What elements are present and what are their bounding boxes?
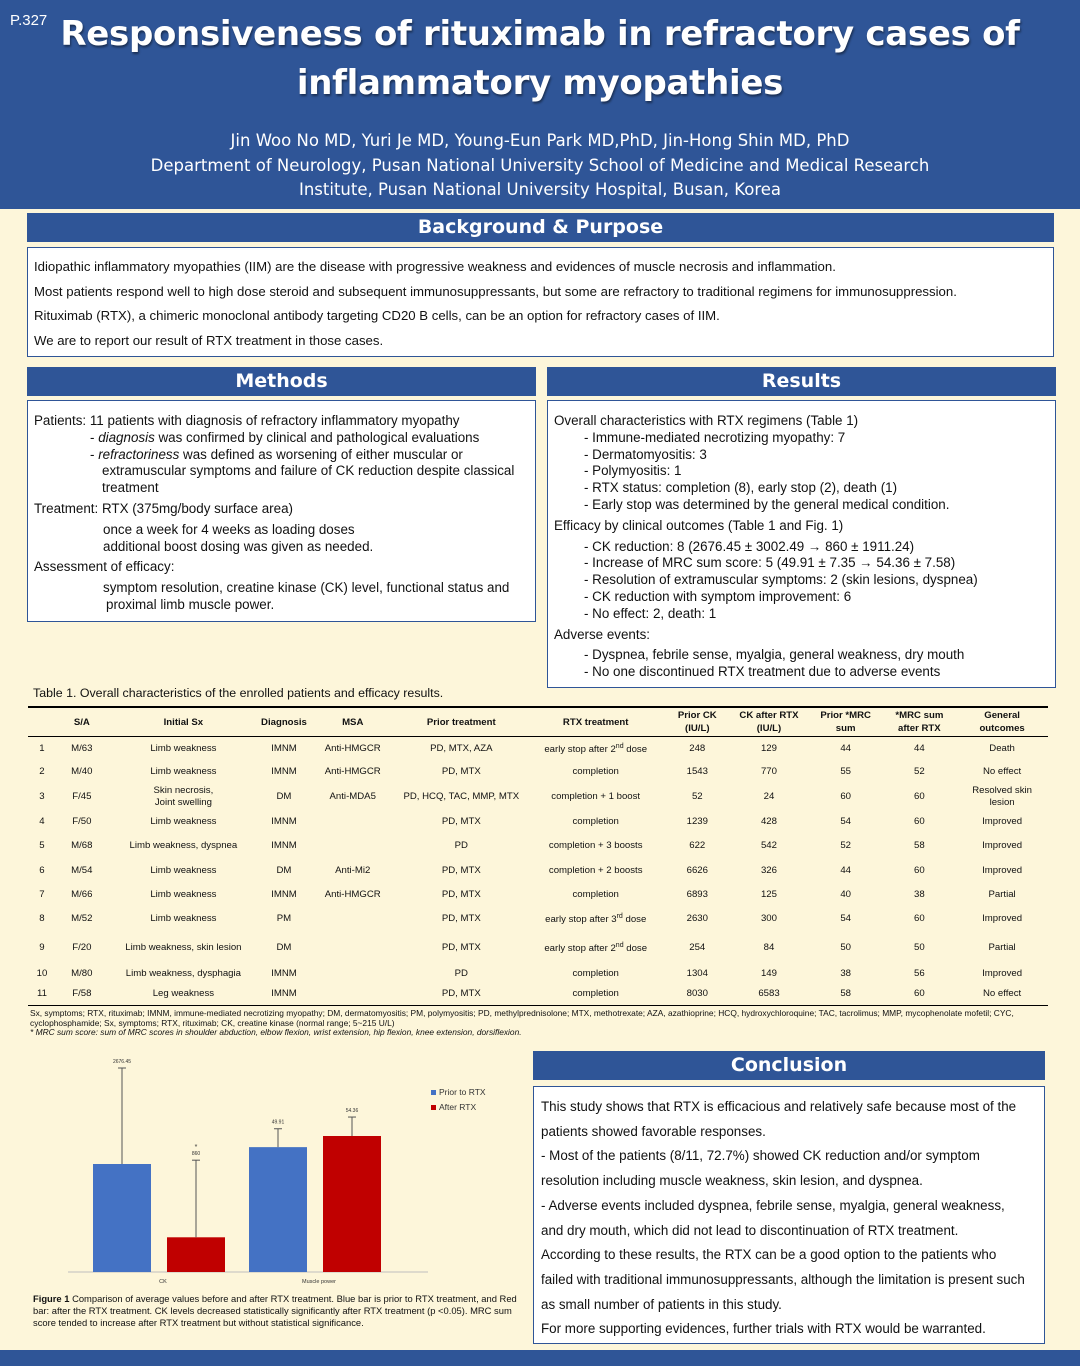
table-cell-ck-prior: 8030 [665, 983, 729, 1006]
table-row [28, 783, 1048, 811]
results-item: - Dyspnea, febrile sense, myalgia, general weakness, dry mouth [584, 647, 965, 663]
background-line: Idiopathic inflammatory myopathies (IIM) are the disease with progressive weakness and evidences of muscle necrosis and inflammation. [34, 259, 836, 274]
table-cell-ck-after: 149 [760, 968, 777, 979]
table-cell-sx: Limb weakness, dysphagia [125, 968, 241, 979]
table-cell-num: 5 [39, 839, 45, 851]
table-cell-rtx: completion [572, 765, 619, 777]
results-adverse: Adverse events: [554, 626, 651, 642]
table-cell-sx: Limb weakness, skin lesion [125, 942, 242, 953]
table-cell-mrc-prior: 38 [840, 968, 851, 979]
table-cell-dx: PM [276, 912, 292, 924]
table-cell-sx: Limb weakness, dyspnea [129, 839, 238, 851]
column-header [28, 707, 56, 737]
table-row [28, 833, 1048, 859]
table-cell-ck-after: 300 [760, 912, 777, 924]
table-row [28, 859, 1048, 883]
table-cell-sx: Leg weakness [108, 983, 259, 1006]
abbreviation-list: Sx, symptoms; RTX, rituximab; IMNM, immune-mediated necrotizing myopathy; DM, dermatomyositis; PM, polymyositis; PD, methylprednisolone; MTX, methotrexate; AZA, azathioprine; HCQ, hydroxychloroquine; TAC, tacrolimus; MMP, mycophenolate mofetil; CYC, cyclophosphamide; Sx, symptoms; RTX, rituximab; CK, creatine kinase (normal range; 5~215 U/L) [30, 1008, 1014, 1028]
poster-number: P.327 [10, 12, 48, 29]
affiliation-line: Institute, Pusan National University Hospital, Busan, Korea [298, 180, 782, 199]
table-cell-ck-prior: 254 [689, 942, 706, 953]
background-line: Rituximab (RTX), a chimeric monoclonal antibody targeting CD20 B cells, can be an option for refractory cases of IIM. [34, 308, 720, 324]
table-cell-msa: Anti-HMGCR [324, 888, 381, 900]
table-cell-sx: Skin necrosis, Joint swelling [153, 784, 214, 808]
methods-treatment: Treatment: RTX (375mg/body surface area) [34, 500, 293, 516]
table-cell-ck-prior: 2630 [686, 912, 708, 924]
data-label: 860 [191, 1151, 201, 1158]
results-efficacy: Efficacy by clinical outcomes (Table 1 and Fig. 1) [554, 517, 844, 533]
table-cell-sa: M/68 [71, 839, 93, 851]
table-cell-sa: F/50 [72, 815, 92, 827]
chart-bar [249, 1147, 307, 1272]
category-label: Muscle power [302, 1279, 336, 1285]
chart-bar [93, 1164, 151, 1272]
methods-diagnosis: - diagnosis was confirmed by clinical and pathological evaluations [90, 429, 480, 445]
column-header: MSA [309, 707, 397, 737]
patient-table [28, 706, 1048, 1006]
table-cell-mrc-prior: 58 [809, 983, 883, 1006]
table-cell-outcome: Partial [988, 942, 1016, 953]
table-cell-outcome: No effect [956, 983, 1048, 1006]
table-cell-sx: Limb weakness [150, 864, 217, 876]
table-cell-num: 10 [36, 968, 48, 979]
column-header: S/A [56, 707, 108, 737]
table-cell-ck-prior: 1239 [686, 815, 708, 827]
table-cell-mrc-prior: 52 [840, 839, 851, 851]
table-cell-msa [309, 833, 397, 859]
table-cell-prior: PD, MTX [441, 888, 481, 900]
data-label: 49.91 [271, 1119, 285, 1126]
affiliation-line: Department of Neurology, Pusan National University School of Medicine and Medical Research [150, 155, 930, 175]
table-cell-outcome: Partial [988, 888, 1016, 900]
table-cell-outcome: No effect [982, 765, 1022, 777]
table-cell-ck-after: 770 [760, 765, 777, 777]
table-cell-outcome: Improved [982, 968, 1023, 979]
table-header-row [28, 707, 1048, 737]
table-cell-prior: PD, MTX, AZA [430, 742, 493, 754]
conclusion-line: resolution including muscle weakness, skin lesion, and dyspnea. [541, 1173, 923, 1189]
table-row [28, 811, 1048, 833]
author-list: Jin Woo No MD, Yuri Je MD, Young-Eun Park MD,PhD, Jin-Hong Shin MD, PhD [230, 131, 850, 150]
table-cell-dx: IMNM [271, 888, 297, 900]
conclusion-line: For more supporting evidences, further trials with RTX would be warranted. [541, 1321, 986, 1337]
results-item: - Increase of MRC sum score: 5 (49.91 ± 7.35 → 54.36 ± 7.58) [584, 555, 956, 571]
conclusion-heading: Conclusion [533, 1051, 1045, 1080]
table-caption: Table 1. Overall characteristics of the enrolled patients and efficacy results. [33, 686, 444, 700]
table-cell-num: 9 [39, 942, 45, 953]
table-cell-mrc-after: 50 [914, 942, 925, 953]
conclusion-line: - Most of the patients (8/11, 72.7%) showed CK reduction and/or symptom [541, 1148, 980, 1164]
column-header: Prior treatment [397, 707, 526, 737]
table-cell-dx: IMNM [259, 983, 309, 1006]
table-cell-rtx: completion + 2 boosts [548, 864, 643, 876]
diagnosis-term: diagnosis [98, 429, 155, 445]
conclusion-line: According to these results, the RTX can be a good option to the patients who [541, 1247, 997, 1263]
table-cell-sa: M/54 [71, 864, 93, 876]
table-cell-mrc-prior: 55 [840, 765, 851, 777]
category-label: CK [159, 1279, 167, 1285]
results-heading: Results [547, 367, 1056, 396]
table-footnote [30, 1009, 1050, 1038]
table-cell-mrc-after: 60 [914, 912, 925, 924]
table-cell-ck-after: 84 [763, 942, 775, 953]
table-body [28, 737, 1048, 1006]
table-cell-sa: M/66 [71, 888, 93, 900]
table-cell-prior: PD [454, 968, 468, 979]
table-cell-sa: M/63 [71, 742, 93, 754]
table-cell-sa: M/80 [71, 968, 93, 979]
column-header: Initial Sx [108, 707, 259, 737]
conclusion-line: - Adverse events included dyspnea, febrile sense, myalgia, general weakness, [541, 1197, 1005, 1213]
column-header: RTX treatment [526, 707, 665, 737]
table-cell-rtx: completion [526, 983, 665, 1006]
table-cell-ck-after: 542 [760, 839, 777, 851]
results-item: - Polymyositis: 1 [584, 463, 682, 479]
table-cell-msa [309, 931, 397, 966]
table-cell-num: 3 [39, 790, 45, 802]
table-cell-msa: Anti-HMGCR [324, 742, 381, 754]
table-cell-mrc-after: 56 [914, 968, 925, 979]
table-cell-prior: PD, MTX [441, 912, 481, 924]
bar-chart [28, 1050, 528, 1290]
table-cell-msa: Anti-MDA5 [329, 790, 376, 802]
methods-heading: Methods [27, 367, 536, 396]
significance-marker: * [194, 1144, 198, 1152]
table-cell-mrc-prior: 60 [840, 790, 851, 802]
methods-refractoriness-cont: extramuscular symptoms and failure of CK reduction despite classical [102, 463, 515, 479]
table-cell-sx: Limb weakness [150, 742, 217, 754]
table-cell-prior: PD, MTX [441, 942, 481, 953]
table-cell-outcome: Improved [982, 912, 1023, 924]
table-cell-msa [309, 811, 397, 833]
poster-title: Responsiveness of rituximab in refractory cases of inflammatory myopathies [60, 14, 1020, 103]
table-cell-sa: F/58 [56, 983, 108, 1006]
table-cell-outcome: Improved [982, 815, 1023, 827]
table-cell-outcome: Improved [982, 839, 1023, 851]
table-cell-mrc-after: 38 [914, 888, 925, 900]
legend-swatch [431, 1105, 436, 1110]
table-cell-mrc-prior: 54 [840, 912, 851, 924]
results-box [547, 400, 1056, 688]
table-cell-mrc-after: 58 [914, 839, 925, 851]
chart-bar [167, 1237, 225, 1272]
legend-swatch [431, 1090, 436, 1095]
column-header: *MRC sum after RTX [883, 707, 957, 737]
methods-box [27, 400, 536, 622]
table-cell-ck-after: 6583 [729, 983, 809, 1006]
table-cell-dx: DM [276, 942, 292, 953]
results-item: - No one discontinued RTX treatment due to adverse events [584, 664, 941, 680]
table-cell-mrc-after: 52 [914, 765, 925, 777]
methods-refractoriness: - refractoriness was defined as worsening of either muscular or [90, 446, 463, 462]
table-cell-ck-after: 129 [760, 742, 777, 754]
table-cell-dx: IMNM [271, 742, 297, 754]
data-label: 2676.45 [112, 1059, 132, 1065]
table-cell-ck-prior: 1304 [686, 968, 708, 979]
results-overall: Overall characteristics with RTX regimens (Table 1) [554, 413, 859, 428]
table-cell-outcome: Improved [982, 864, 1023, 876]
table-cell-num: 6 [39, 864, 45, 876]
methods-refractoriness-cont: treatment [102, 480, 159, 496]
table-cell-rtx: early stop after 2nd dose [544, 743, 648, 756]
results-item: - CK reduction with symptom improvement: 6 [584, 588, 852, 604]
table-cell-sa: F/45 [72, 790, 92, 802]
table-cell-dx: IMNM [271, 765, 297, 777]
author-block [40, 129, 1040, 203]
table-cell-ck-after: 125 [760, 888, 777, 900]
results-item: - Resolution of extramuscular symptoms: 2 (skin lesions, dyspnea) [584, 572, 978, 588]
column-header: Prior CK (IU/L) [665, 707, 729, 737]
methods-assessment-detail: proximal limb muscle power. [106, 596, 275, 612]
table-cell-rtx: completion + 3 boosts [548, 839, 643, 851]
column-header: Diagnosis [259, 707, 309, 737]
table-cell-mrc-after: 60 [914, 815, 925, 827]
column-header: General outcomes [956, 707, 1048, 737]
table-cell-rtx: completion [572, 888, 619, 900]
results-item: - Immune-mediated necrotizing myopathy: 7 [584, 429, 846, 445]
table-cell-prior: PD, MTX [441, 864, 481, 876]
table-cell-ck-prior: 6626 [686, 864, 708, 876]
methods-patients: Patients: 11 patients with diagnosis of refractory inflammatory myopathy [34, 413, 460, 428]
table-cell-msa [309, 907, 397, 931]
results-item: - RTX status: completion (8), early stop (2), death (1) [584, 480, 898, 496]
table-cell-rtx: completion + 1 boost [551, 790, 641, 802]
table-cell-ck-prior: 1543 [686, 765, 708, 777]
table-cell-msa: Anti-Mi2 [335, 864, 371, 876]
footer-bar [0, 1350, 1080, 1366]
methods-assessment: Assessment of efficacy: [34, 559, 175, 575]
table-cell-rtx: completion [572, 815, 619, 827]
table-row [28, 983, 1048, 1006]
table-cell-msa: Anti-HMGCR [324, 765, 381, 777]
methods-treatment-detail: once a week for 4 weeks as loading doses [103, 521, 355, 537]
table-cell-ck-prior: 248 [689, 742, 706, 754]
table-cell-sa: M/40 [71, 765, 93, 777]
table-cell-dx: DM [276, 790, 292, 802]
conclusion-box [533, 1086, 1045, 1344]
table-cell-mrc-prior: 40 [840, 888, 851, 900]
figure-1-chart [28, 1050, 528, 1290]
legend-label: Prior to RTX [439, 1087, 486, 1097]
table-row [28, 931, 1048, 966]
table-cell-ck-prior: 622 [689, 839, 706, 851]
results-item: - No effect: 2, death: 1 [584, 605, 717, 621]
table-cell-msa [309, 983, 397, 1006]
refractoriness-term: refractoriness [98, 446, 180, 462]
background-line: We are to report our result of RTX treatment in those cases. [34, 332, 384, 348]
table-cell-sx: Limb weakness [150, 815, 217, 827]
table-cell-mrc-prior: 54 [840, 815, 851, 827]
conclusion-line: This study shows that RTX is efficacious and relatively safe because most of the [541, 1099, 1017, 1114]
figure-caption-text: Comparison of average values before and after RTX treatment. Blue bar is prior to RTX treatment, and Red bar: after the RTX treatment. CK levels decreased statistically significantly after RTX treatment (p <0.05). MRC sum score tended to increase after RTX treatment but without statistical significance. [33, 1293, 517, 1328]
table-cell-num: 4 [39, 815, 45, 827]
table-cell-num: 2 [39, 765, 45, 777]
table-cell-num: 8 [39, 912, 45, 924]
table-cell-dx: IMNM [271, 839, 297, 851]
table-row [28, 907, 1048, 931]
table-row [28, 737, 1048, 761]
poster-header [0, 0, 1080, 209]
table-cell-num: 7 [39, 888, 45, 900]
table-cell-prior: PD, HCQ, TAC, MMP, MTX [403, 790, 520, 802]
conclusion-line: patients showed favorable responses. [541, 1123, 766, 1139]
conclusion-line: and dry mouth, which did not lead to discontinuation of RTX treatment. [541, 1222, 959, 1238]
table-cell-prior: PD, MTX [441, 815, 481, 827]
table-cell-mrc-after: 44 [914, 742, 925, 754]
chart-bar [323, 1136, 381, 1272]
table-cell-sx: Limb weakness [150, 912, 217, 924]
table-cell-msa [309, 966, 397, 983]
table-row [28, 883, 1048, 907]
table-cell-sa: M/52 [71, 912, 93, 924]
table-cell-num: 11 [28, 983, 56, 1006]
column-header: Prior *MRC sum [809, 707, 883, 737]
table-row [28, 761, 1048, 783]
figure-label: Figure 1 [33, 1293, 70, 1304]
table-cell-outcome: Death [989, 742, 1015, 754]
legend-label: After RTX [439, 1102, 477, 1112]
data-label: 54.36 [345, 1108, 359, 1115]
background-heading: Background & Purpose [27, 213, 1054, 242]
table-cell-prior: PD, MTX [441, 765, 481, 777]
results-item: - Early stop was determined by the general medical condition. [584, 496, 950, 512]
table-cell-dx: DM [276, 864, 292, 876]
table-cell-ck-after: 428 [760, 815, 777, 827]
table-cell-mrc-prior: 44 [840, 742, 851, 754]
table-cell-dx: IMNM [271, 968, 297, 979]
column-header: CK after RTX (IU/L) [729, 707, 809, 737]
table-cell-prior: PD, MTX [397, 983, 526, 1006]
table-cell-rtx: completion [572, 968, 619, 979]
table-cell-mrc-after: 60 [914, 864, 925, 876]
table-cell-dx: IMNM [271, 815, 297, 827]
background-line: Most patients respond well to high dose steroid and subsequent immunosuppressants, but some are refractory to traditional regimens for immunosuppression. [34, 283, 957, 299]
conclusion-line: failed with traditional immunosuppressants, although the limitation is present such [541, 1271, 1025, 1287]
methods-assessment-detail: symptom resolution, creatine kinase (CK) level, functional status and [103, 580, 510, 596]
table-row [28, 966, 1048, 983]
methods-treatment-detail: additional boost dosing was given as needed. [103, 538, 374, 554]
table-cell-ck-prior: 6893 [686, 888, 708, 900]
table-cell-ck-prior: 52 [691, 790, 703, 802]
table-cell-ck-after: 24 [763, 790, 775, 802]
figure-caption [33, 1293, 521, 1329]
table-cell-ck-after: 326 [760, 864, 777, 876]
background-box [27, 247, 1054, 357]
results-item: - CK reduction: 8 (2676.45 ± 3002.49 → 860 ± 1911.24) [584, 538, 915, 554]
results-item: - Dermatomyositis: 3 [584, 446, 707, 462]
table-cell-outcome: Resolved skin lesion [972, 784, 1032, 808]
mrc-note: * MRC sum score: sum of MRC scores in shoulder abduction, elbow flexion, wrist extension, hip flexion, knee extension, dorsiflexion. [30, 1027, 522, 1038]
table-cell-mrc-after: 60 [883, 983, 957, 1006]
table-cell-num: 1 [39, 742, 45, 754]
table-cell-sa: F/20 [72, 942, 92, 953]
table-cell-rtx: early stop after 2nd dose [544, 942, 648, 955]
table-cell-sx: Limb weakness [150, 888, 217, 900]
table-cell-rtx: early stop after 3rd dose [545, 912, 647, 926]
conclusion-line: as small number of patients in this study. [541, 1296, 782, 1312]
table-cell-mrc-prior: 50 [840, 942, 851, 953]
table-cell-sx: Limb weakness [150, 765, 217, 777]
table-cell-mrc-after: 60 [914, 790, 925, 802]
table-cell-mrc-prior: 44 [840, 864, 851, 876]
table-cell-prior: PD [454, 839, 468, 851]
